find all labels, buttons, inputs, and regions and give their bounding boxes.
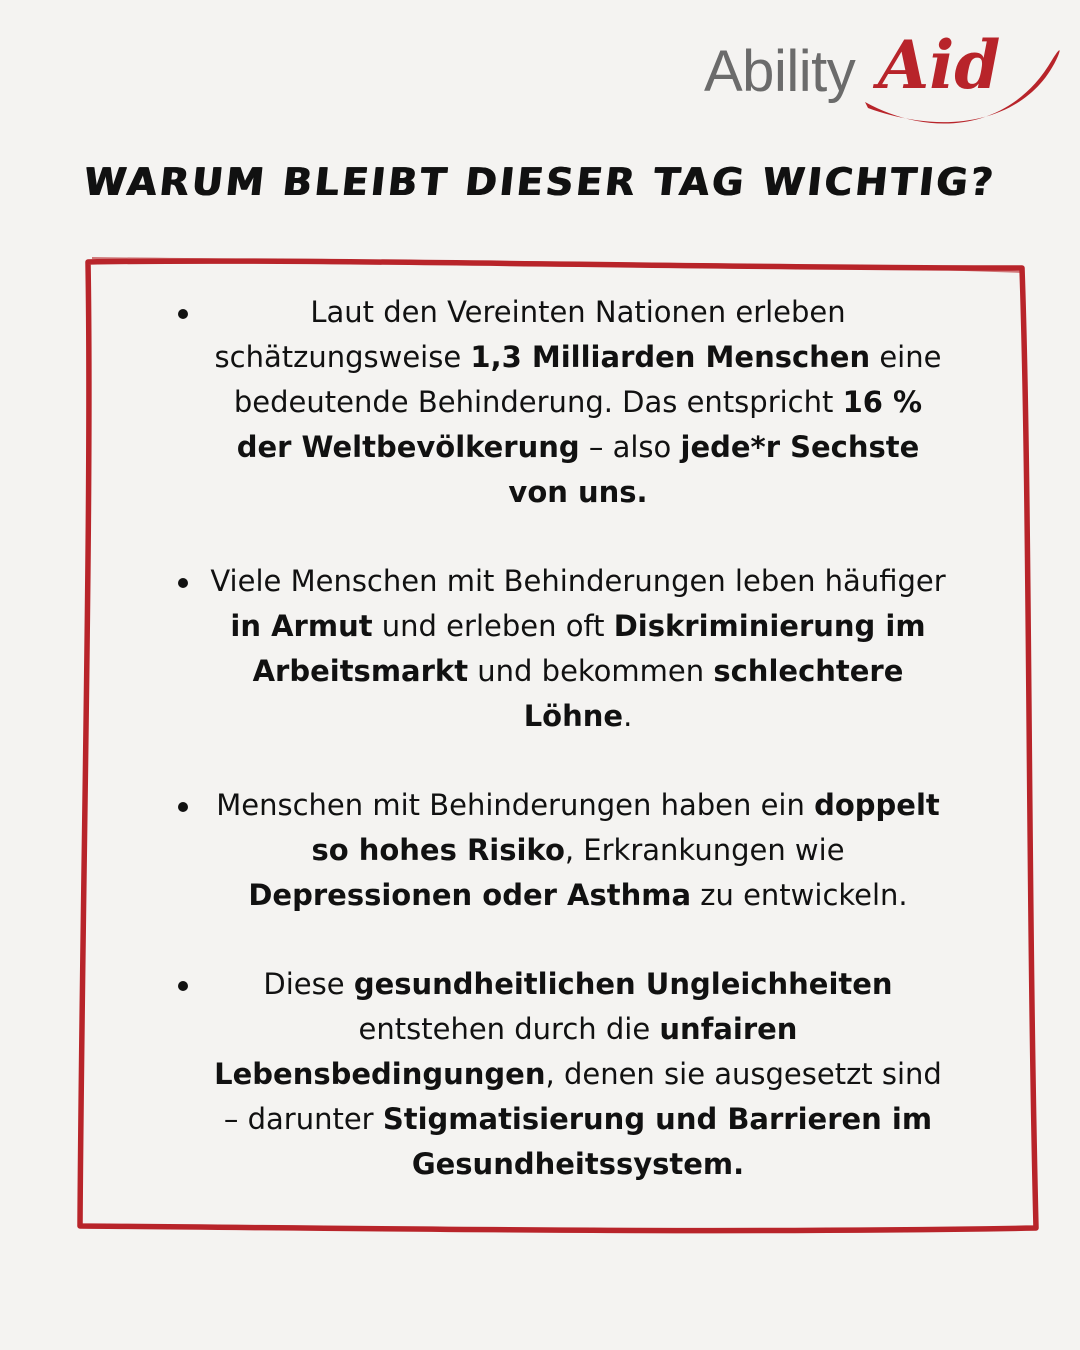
bullet-icon	[178, 802, 188, 812]
bullet-text: Diese gesundheitlichen Ungleichheiten entstehen durch die unfairen Lebensbedingungen, denen sie ausgesetzt sind – darunter Stigmatisierung und Barrieren im Gesundheitssystem.	[214, 967, 942, 1181]
list-item	[178, 559, 948, 739]
list-item	[178, 290, 948, 515]
bullet-icon	[178, 578, 188, 588]
page-title: WARUM BLEIBT DIESER TAG WICHTIG?	[81, 160, 999, 204]
logo-text-ability: Ability	[704, 39, 856, 104]
bullet-text: Laut den Vereinten Nationen erleben schätzungsweise 1,3 Milliarden Menschen eine bedeutende Behinderung. Das entspricht 16 % der Weltbevölkerung – also jede*r Sechste von uns.	[214, 295, 942, 509]
list-item	[178, 962, 948, 1187]
facts-list	[178, 290, 948, 1231]
logo-text-aid: Aid	[878, 26, 1001, 104]
list-item	[178, 783, 948, 918]
bullet-text: Menschen mit Behinderungen haben ein doppelt so hohes Risiko, Erkrankungen wie Depressionen oder Asthma zu entwickeln.	[216, 788, 940, 912]
bullet-icon	[178, 981, 188, 991]
bullet-text: Viele Menschen mit Behinderungen leben häufiger in Armut und erleben oft Diskriminierung im Arbeitsmarkt und bekommen schlechtere Löhne.	[210, 564, 946, 733]
bullet-icon	[178, 309, 188, 319]
